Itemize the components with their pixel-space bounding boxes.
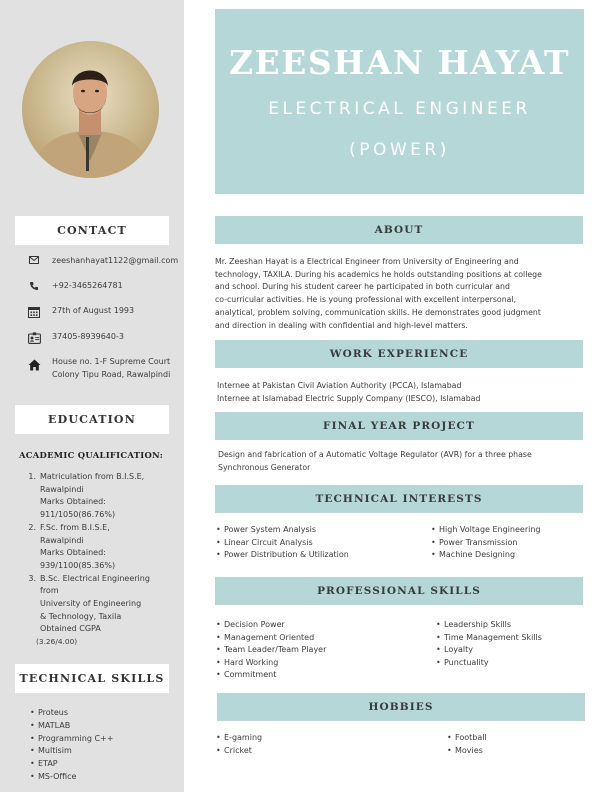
technical-interests-left: [216, 524, 349, 562]
about-line: Mr. Zeeshan Hayat is a Electrical Engineer from University of Engineering and: [215, 257, 519, 266]
contact-dob-row: [24, 305, 182, 318]
list-item: • Football: [447, 732, 487, 745]
contact-heading: CONTACT: [15, 216, 169, 245]
about-heading: ABOUT: [215, 216, 583, 244]
work-experience-heading: WORK EXPERIENCE: [215, 340, 583, 368]
list-item: • Management Oriented: [216, 632, 326, 645]
education-line: & Technology, Taxila: [40, 611, 122, 621]
education-line: B.Sc. Electrical Engineering: [40, 573, 150, 583]
professional-skills-left: [216, 619, 326, 682]
contact-phone-row: [24, 280, 182, 293]
contact-cnic-row: [24, 331, 182, 344]
contact-email-row: [24, 255, 182, 268]
education-line: Rawalpindi: [40, 535, 84, 545]
list-item: • MATLAB: [30, 720, 113, 733]
list-item-label: High Voltage Engineering: [439, 525, 541, 534]
about-line: and direction in dealing with confidential and high-level matters.: [215, 320, 468, 330]
education-item-number: 3.: [28, 573, 36, 583]
envelope-icon: [24, 255, 44, 264]
list-item: • Leadership Skills: [436, 619, 542, 632]
about-line: and school. During his student career he participated in both curricular and: [215, 282, 510, 292]
list-item: • Linear Circuit Analysis: [216, 537, 349, 550]
education-line: Obtained CGPA: [40, 624, 101, 634]
education-line: 911/1050(86.76%): [40, 510, 116, 520]
about-text: [215, 256, 585, 332]
address-line-1: House no. 1-F Supreme Court: [52, 357, 171, 366]
project-line: Design and fabrication of a Automatic Voltage Regulator (AVR) for a three phase: [218, 450, 532, 459]
education-line: Rawalpindi: [40, 484, 84, 494]
list-item: • Time Management Skills: [436, 632, 542, 645]
list-item-label: Leadership Skills: [444, 620, 512, 629]
sidebar: [0, 0, 184, 792]
professional-skills-heading: PROFESSIONAL SKILLS: [215, 577, 583, 605]
list-item: • Multisim: [30, 745, 113, 758]
education-line: F.Sc. from B.I.S.E,: [40, 522, 110, 532]
list-item-label: Decision Power: [224, 620, 285, 629]
list-item: • Power System Analysis: [216, 524, 349, 537]
person-name: ZEESHAN HAYAT: [228, 43, 571, 82]
final-year-project-text: [218, 449, 586, 474]
list-item: • High Voltage Engineering: [431, 524, 540, 537]
education-item-number: 1.: [28, 472, 36, 481]
list-item-label: Proteus: [38, 708, 68, 717]
job-title-line-1: ELECTRICAL ENGINEER: [268, 99, 531, 119]
education-item-text: [40, 573, 150, 637]
list-item-label: MS-Office: [38, 771, 77, 781]
list-item-label: Punctuality: [444, 657, 489, 667]
education-item: [20, 471, 180, 522]
list-item-label: Loyalty: [444, 645, 473, 655]
profile-photo-illustration: [22, 41, 159, 178]
list-item-label: Football: [455, 733, 487, 742]
technical-interests-heading: TECHNICAL INTERESTS: [215, 485, 583, 513]
list-item-label: Multisim: [38, 746, 72, 756]
education-line: University of Engineering: [40, 599, 142, 609]
header-banner: [215, 9, 584, 194]
work-item: Internee at Pakistan Civil Aviation Authority (PCCA), Islamabad: [217, 381, 462, 390]
list-item-label: Commitment: [224, 670, 277, 680]
list-item: • Proteus: [30, 707, 113, 720]
contact-address: [52, 356, 170, 381]
list-item: • E-gaming: [216, 732, 262, 745]
education-item: [20, 573, 180, 637]
job-title-line-2: (POWER): [349, 140, 450, 160]
contact-phone[interactable]: +92-3465264781: [52, 281, 123, 290]
calendar-icon: [24, 305, 44, 318]
education-heading: EDUCATION: [15, 405, 169, 434]
contact-dob: 27th of August 1993: [52, 306, 135, 315]
list-item-label: Management Oriented: [224, 632, 315, 642]
list-item: • Commitment: [216, 669, 326, 682]
work-experience-list: [217, 379, 585, 405]
professional-skills-right: [436, 619, 542, 669]
list-item-label: Programming C++: [38, 733, 114, 743]
education-item: [20, 522, 180, 573]
home-icon: [24, 356, 44, 371]
hobbies-right: [447, 732, 487, 757]
list-item-label: Cricket: [224, 745, 252, 755]
list-item: • Cricket: [216, 745, 262, 758]
contact-cnic: 37405-8939640-3: [52, 332, 124, 341]
technical-skills-list: [30, 707, 113, 784]
list-item-label: Time Management Skills: [444, 632, 542, 642]
education-line: Matriculation from B.I.S.E,: [40, 472, 145, 481]
address-line-2: Colony Tipu Road, Rawalpindi: [52, 369, 171, 379]
list-item-label: Hard Working: [224, 657, 279, 667]
technical-skills-heading: TECHNICAL SKILLS: [15, 664, 169, 693]
profile-photo: [22, 41, 159, 178]
project-line: Synchronous Generator: [218, 462, 311, 472]
education-item-number: 2.: [28, 522, 36, 532]
contact-email[interactable]: zeeshanhayat1122@gmail.com: [52, 256, 179, 265]
education-line: Marks Obtained:: [40, 497, 106, 507]
list-item-label: Linear Circuit Analysis: [224, 537, 313, 547]
technical-interests-right: [431, 524, 540, 562]
final-year-project-heading: FINAL YEAR PROJECT: [215, 412, 583, 440]
work-item: Internee at Islamabad Electric Supply Company (IESCO), Islamabad: [217, 394, 481, 403]
contact-address-row: [24, 356, 182, 381]
id-card-icon: [24, 331, 44, 344]
cgpa-value: (3.26/4.00): [36, 637, 78, 647]
phone-icon: [24, 280, 44, 291]
list-item-label: Power System Analysis: [224, 525, 317, 534]
list-item: • ETAP: [30, 758, 113, 771]
education-line: Marks Obtained:: [40, 548, 106, 558]
list-item: • Decision Power: [216, 619, 326, 632]
about-line: technology, TAXILA. During his academics he holds outstanding positions at college: [215, 269, 542, 279]
list-item-label: Team Leader/Team Player: [224, 645, 327, 655]
list-item: • Movies: [447, 745, 487, 758]
list-item-label: ETAP: [38, 759, 58, 769]
education-line: from: [40, 586, 59, 596]
about-line: co-curricular activities. He is young professional with excellent interpersonal,: [215, 295, 517, 305]
academic-qualification-title: ACADEMIC QUALIFICATION:: [19, 450, 164, 460]
education-line: 939/1100(85.36%): [40, 560, 116, 570]
list-item-label: Machine Designing: [439, 550, 516, 560]
education-item-text: [40, 522, 115, 573]
list-item: • Team Leader/Team Player: [216, 644, 326, 657]
list-item: • Machine Designing: [431, 549, 540, 562]
list-item: • MS-Office: [30, 771, 113, 784]
list-item-label: MATLAB: [38, 720, 71, 730]
education-list: [20, 471, 180, 649]
list-item-label: E-gaming: [224, 733, 263, 742]
list-item: • Power Distribution & Utilization: [216, 549, 349, 562]
list-item: • Programming C++: [30, 733, 113, 746]
list-item: • Power Transmission: [431, 537, 540, 550]
list-item-label: Power Transmission: [439, 537, 518, 547]
list-item: • Punctuality: [436, 657, 542, 670]
list-item: • Hard Working: [216, 657, 326, 670]
hobbies-heading: HOBBIES: [217, 693, 585, 721]
list-item-label: Movies: [455, 745, 483, 755]
about-line: analytical, problem solving, communication skills. He demonstrates good judgment: [215, 307, 541, 317]
hobbies-left: [216, 732, 262, 757]
list-item-label: Power Distribution & Utilization: [224, 550, 349, 560]
list-item: • Loyalty: [436, 644, 542, 657]
education-item-text: [40, 471, 144, 522]
